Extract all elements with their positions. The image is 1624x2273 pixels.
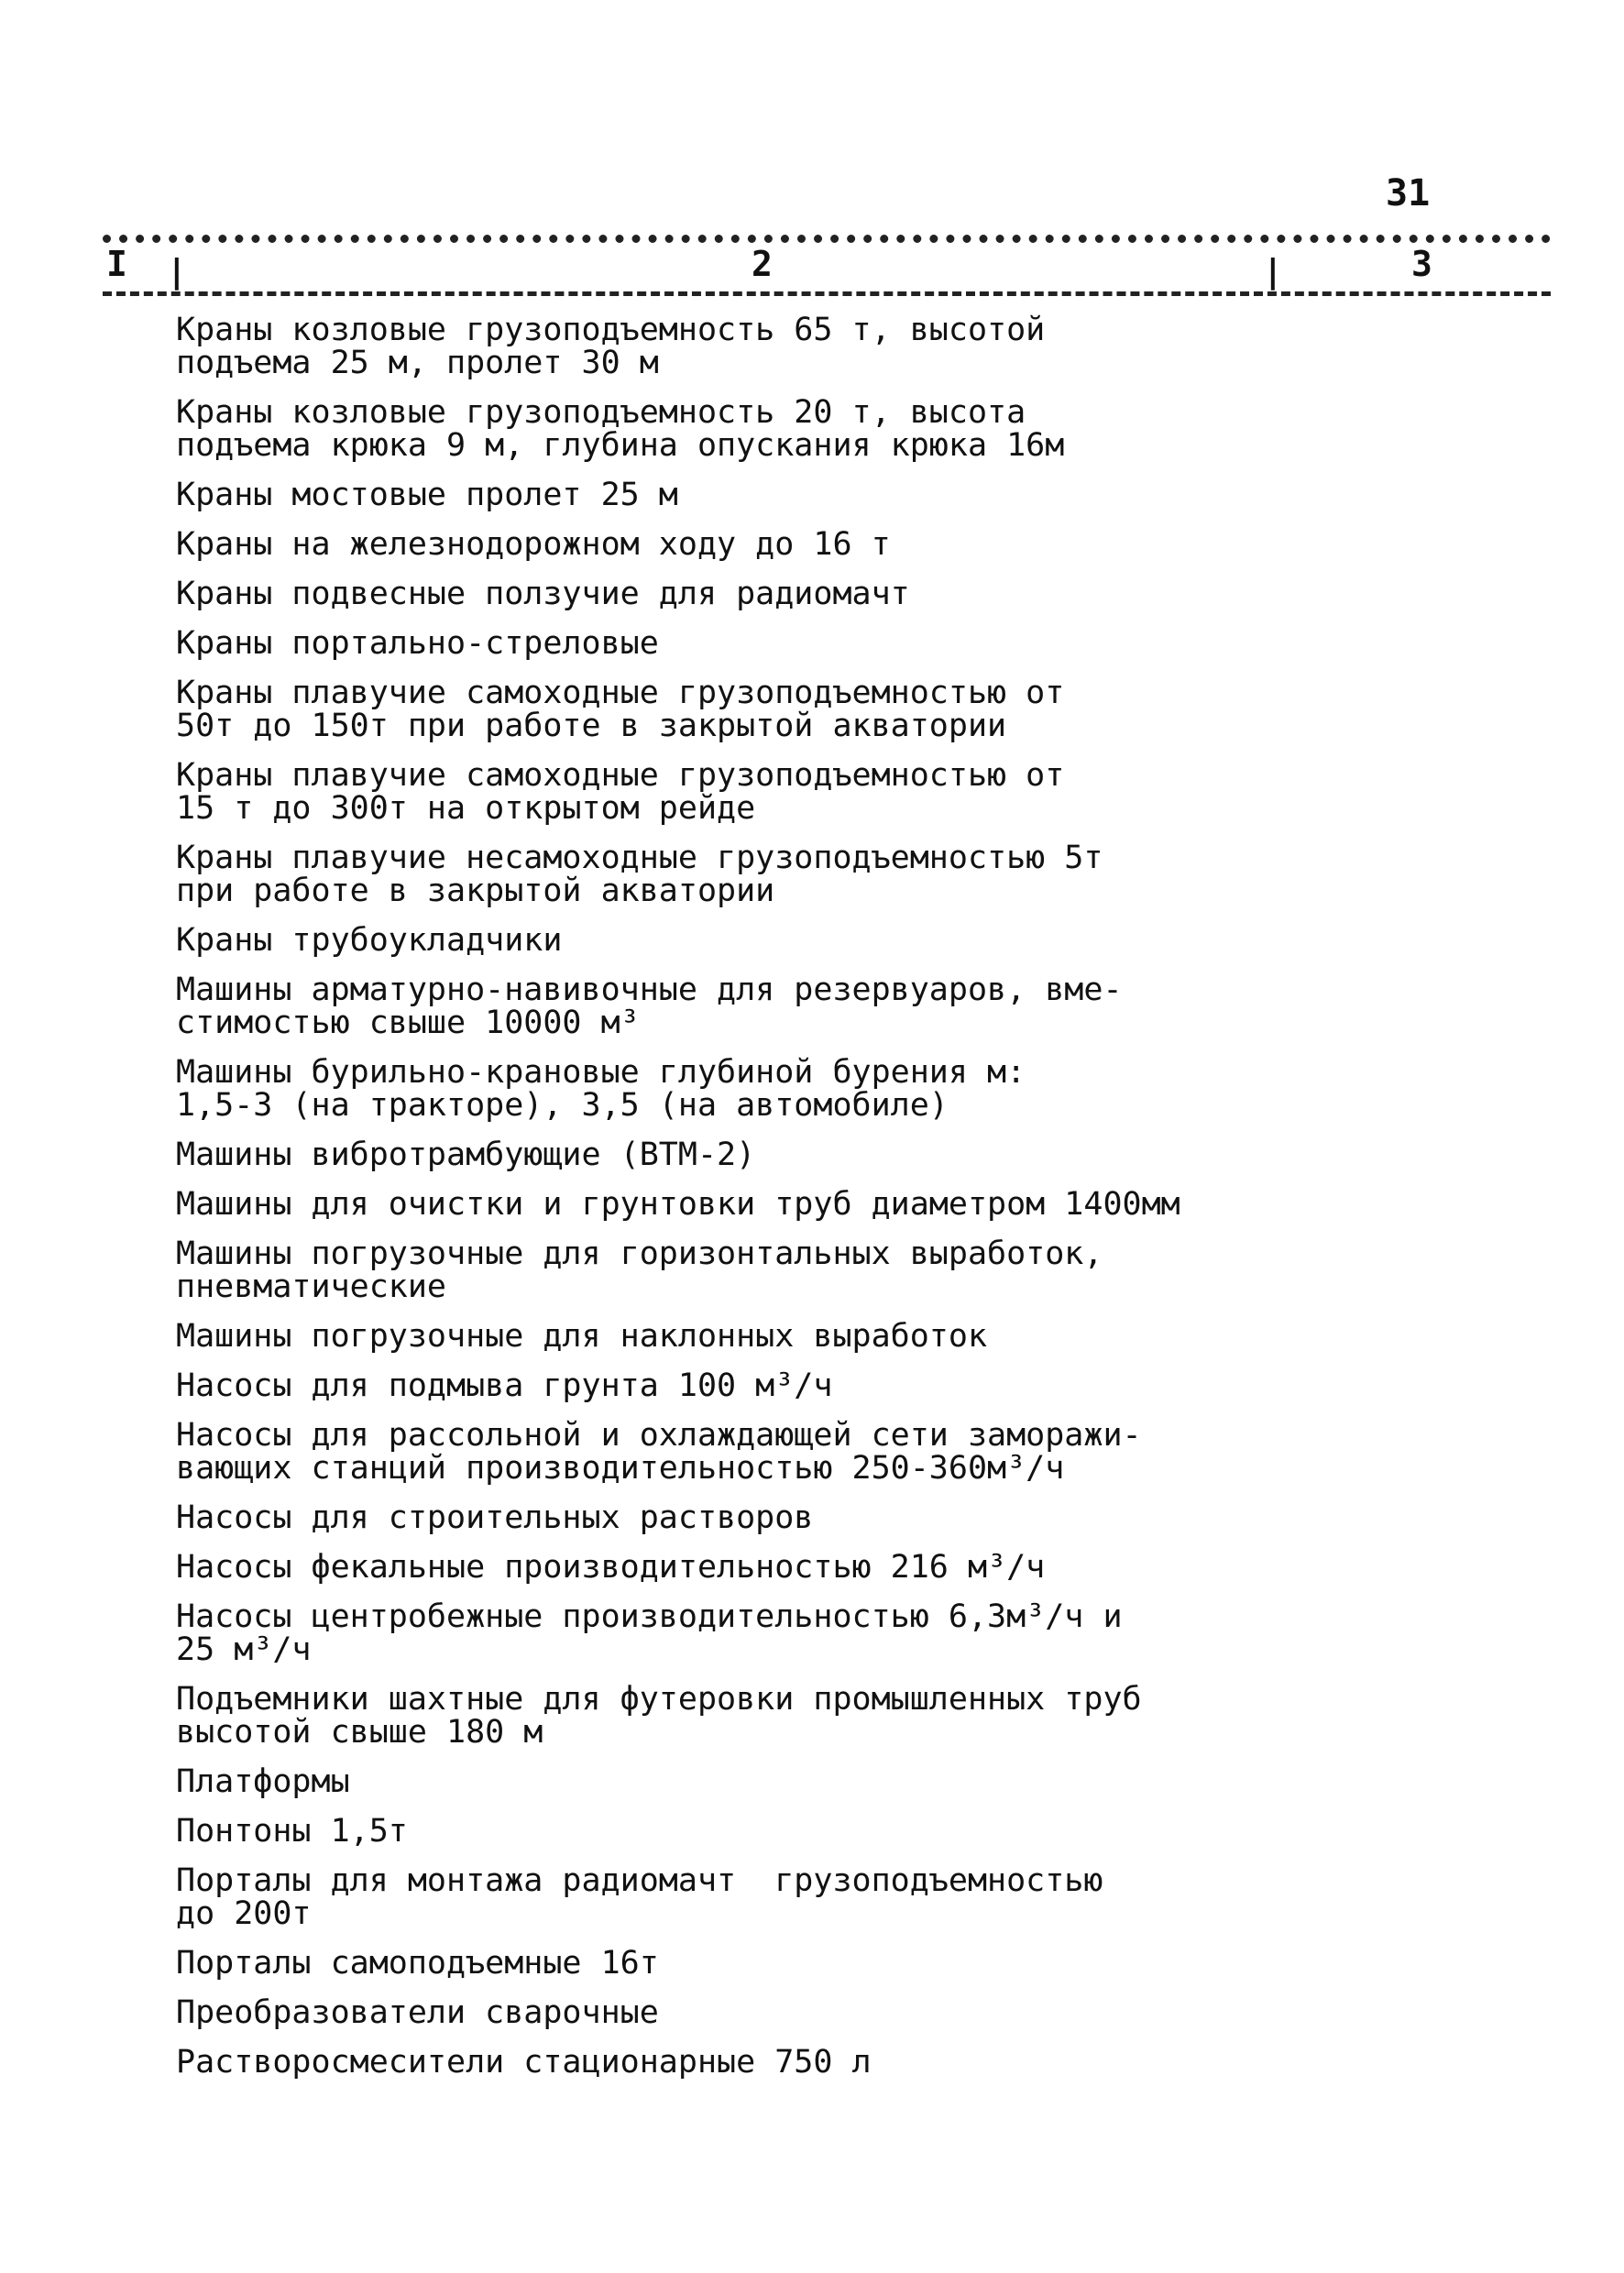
column-divider-2: | <box>1263 253 1283 291</box>
equipment-list <box>176 313 1532 2095</box>
list-item: Краны портально-стреловые <box>176 625 659 662</box>
list-item: Машины погрузочные для горизонтальных выработок, пневматические <box>176 1235 1103 1305</box>
column-divider-1: | <box>167 253 187 291</box>
list-item: Краны козловые грузоподъемность 20 т, высота подъема крюка 9 м, глубина опускания крюка 16м <box>176 394 1065 464</box>
list-item: Краны плавучие несамоходные грузоподъемностью 5т при работе в закрытой акватории <box>176 840 1103 909</box>
column-number-1: I <box>103 244 131 284</box>
list-item: Насосы для подмыва грунта 100 м³/ч <box>176 1367 833 1404</box>
list-item: Краны мостовые пролет 25 м <box>176 477 678 513</box>
list-item: Краны подвесные ползучие для радиомачт <box>176 576 910 612</box>
list-item: Понтоны 1,5т <box>176 1813 408 1850</box>
list-item: Насосы для строительных растворов <box>176 1499 814 1536</box>
list-item: Насосы центробежные производительностью 6,3м³/ч и 25 м³/ч <box>176 1598 1123 1668</box>
list-item: Платформы <box>176 1763 350 1800</box>
list-item: Подъемники шахтные для футеровки промышленных труб высотой свыше 180 м <box>176 1681 1142 1751</box>
list-item: Машины для очистки и грунтовки труб диаметром 1400мм <box>176 1186 1180 1223</box>
list-item: Насосы фекальные производительностью 216 м³/ч <box>176 1549 1046 1586</box>
list-item: Растворосмесители стационарные 750 л <box>176 2044 872 2081</box>
list-item: Преобразователи сварочные <box>176 1994 659 2031</box>
list-item: Краны козловые грузоподъемность 65 т, высотой подъема 25 м, пролет 30 м <box>176 312 1046 381</box>
list-item: Порталы для монтажа радиомачт грузоподъемностью до 200т <box>176 1862 1103 1932</box>
list-item: Порталы самоподъемные 16т <box>176 1945 659 1982</box>
list-item: Машины бурильно-крановые глубиной бурения м: 1,5-3 (на тракторе), 3,5 (на автомобиле) <box>176 1054 1026 1124</box>
list-item: Краны плавучие самоходные грузоподъемностью от 15 т до 300т на открытом рейде <box>176 757 1065 827</box>
list-item: Краны плавучие самоходные грузоподъемностью от 50т до 150т при работе в закрытой акватории <box>176 675 1065 744</box>
list-item: Машины погрузочные для наклонных выработок <box>176 1318 988 1355</box>
column-number-2: 2 <box>748 244 776 284</box>
header-rule-bottom <box>103 291 1551 296</box>
list-item: Краны трубоукладчики <box>176 922 563 959</box>
list-item: Машины арматурно-навивочные для резервуаров, вме- стимостью свыше 10000 м³ <box>176 972 1123 1041</box>
list-item: Насосы для рассольной и охлаждающей сети заморажи- вающих станций производительностью 250-360м³/ч <box>176 1417 1142 1487</box>
list-item: Краны на железнодорожном ходу до 16 т <box>176 526 891 563</box>
list-item: Машины вибротрамбующие (ВТМ-2) <box>176 1136 756 1173</box>
header-rule-top <box>103 235 1551 243</box>
page-number: 31 <box>1386 172 1431 214</box>
column-number-3: 3 <box>1408 244 1436 284</box>
